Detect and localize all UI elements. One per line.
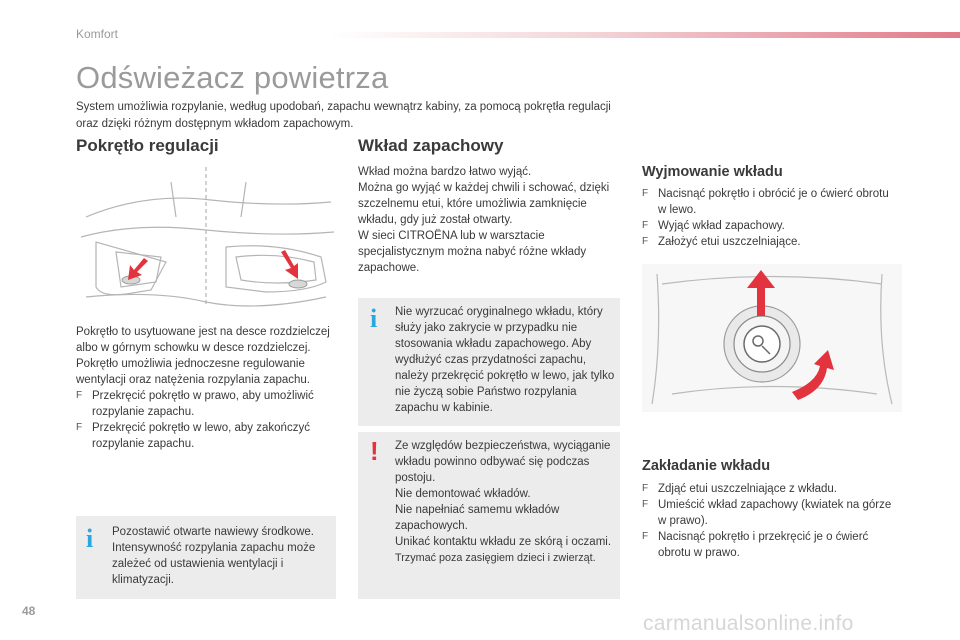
list-item: F Założyć etui uszczelniające. [642,236,801,248]
cartridge-easy-text: Wkład można bardzo łatwo wyjąć. [358,166,532,178]
bullet-icon: F [76,390,83,401]
dashboard-drawing [76,162,336,310]
cartridge-dealer-text: W sieci CITROËNA lub w warsztacie specjalistycznym można nabyć różne wkłady zapachowe. [358,230,587,274]
info-box-original-cartridge [358,298,620,426]
bullet-icon: F [642,236,649,247]
heading-cartridge: Wkład zapachowy [358,136,504,155]
heading-dial: Pokrętło regulacji [76,136,219,155]
info-icon: i [370,304,378,333]
intro-text: System umożliwia rozpylanie, według upodobań, zapachu wewnątrz kabiny, za pomocą pokrętła regulacji oraz dzięki różnym dostępnym wkładom zapachowym. [76,101,611,130]
page-number: 48 [22,604,36,618]
page-title: Odświeżacz powietrza [76,60,389,95]
dashboard-illustration [76,162,336,310]
heading-remove: Wyjmowanie wkładu [642,164,783,180]
cartridge-description [358,164,610,276]
list-item: F Nacisnąć pokrętło i obrócić je o ćwierć obrotu w lewo. [642,188,889,216]
list-item: F Nacisnąć pokrętło i przekręcić je o ćwierć obrotu w prawo. [642,531,869,559]
dial-location-text: Pokrętło to usytuowane jest na desce rozdzielczej albo w górnym schowku w desce rozdzielczej. [76,326,330,354]
section-label: Komfort [76,27,119,41]
cartridge-remove-text: Można go wyjąć w każdej chwili i schować, dzięki szczelnemu etui, które umożliwia zamknięcie wkładu, gdy już został otwarty. [358,182,610,226]
warning-box-safety [358,432,620,599]
dial-description [76,324,338,452]
dial-function-text: Pokrętło umożliwia jednoczesne regulowanie wentylacji oraz natężenia rozpylania zapachu. [76,358,310,386]
bullet-icon: F [76,422,83,433]
bullet-icon: F [642,531,649,542]
list-item: F Przekręcić pokrętło w prawo, aby umożliwić rozpylanie zapachu. [76,390,314,418]
remove-steps [642,186,892,250]
info-icon: i [86,524,94,553]
install-steps [642,481,892,561]
warning-text: Ze względów bezpieczeństwa, wyciąganie wkładu powinno odbywać się podczas postoju. Nie demontować wkładów. Nie napełniać samemu wkładów zapachowych. Unikać kontaktu wkładu ze skórą i oczami. Trzymać poza zasięgiem dzieci i zwierząt. [395,440,612,564]
list-item: F Wyjąć wkład zapachowy. [642,220,785,232]
heading-install: Zakładanie wkładu [642,458,771,474]
watermark: carmanualsonline.info [643,612,854,635]
cartridge-drawing [642,264,902,412]
list-item: F Umieścić wkład zapachowy (kwiatek na górze w prawo). [642,499,892,527]
bullet-icon: F [642,220,649,231]
warning-icon: ! [370,436,379,466]
bullet-icon: F [642,499,649,510]
header-accent-bar [330,32,960,38]
info-original-text: Nie wyrzucać oryginalnego wkładu, który służy jako zakrycie w przypadku nie stosowania wkładu zapachowego. Aby wydłużyć czas przydatności zapachu, należy przekręcić pokrętło w lewo, jak tylko nie życzą sobie Państwo rozpylania zapachu w kabinie. [395,306,615,414]
list-item: F Zdjąć etui uszczelniające z wkładu. [642,483,837,495]
cartridge-illustration [642,264,902,412]
info-box-vents [76,516,336,599]
dial-bullets [76,388,338,452]
info-vents-text: Pozostawić otwarte nawiewy środkowe. Intensywność rozpylania zapachu może zależeć od ustawienia wentylacji i klimatyzacji. [112,526,316,586]
bullet-icon: F [642,483,649,494]
bullet-icon: F [642,188,649,199]
list-item: F Przekręcić pokrętło w lewo, aby zakończyć rozpylanie zapachu. [76,422,310,450]
